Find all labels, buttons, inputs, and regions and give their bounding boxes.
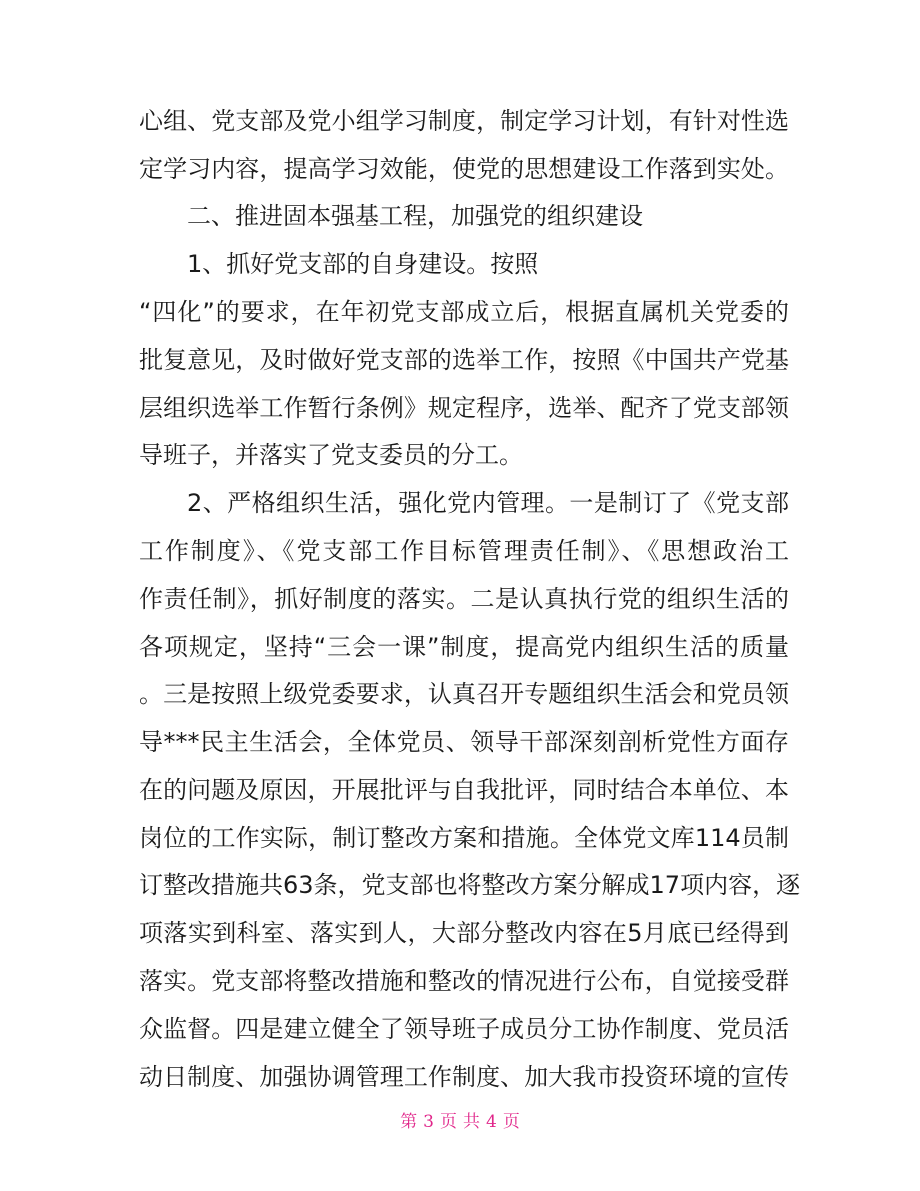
- body-text-line: 2、严格组织生活，强化党内管理。一是制订了《党支部: [187, 489, 789, 517]
- body-text-line: 动日制度、加强协调管理工作制度、加大我市投资环境的宣传: [139, 1063, 789, 1091]
- body-text-line: 工作制度》、《党支部工作目标管理责任制》、《思想政治工: [139, 537, 789, 565]
- body-text-line: 作责任制》，抓好制度的落实。二是认真执行党的组织生活的: [139, 585, 789, 613]
- footer-label-post: 页: [502, 1112, 520, 1132]
- section-heading: 二、推进固本强基工程，加强党的组织建设: [187, 202, 643, 230]
- body-text-line: 层组织选举工作暂行条例》规定程序，选举、配齐了党支部领: [139, 394, 789, 422]
- subsection-heading: 1、抓好党支部的自身建设。按照: [187, 250, 539, 278]
- body-text-line: 。三是按照上级党委要求，认真召开专题组织生活会和党员领: [139, 680, 789, 708]
- body-text-line: 各项规定，坚持“三会一课”制度，提高党内组织生活的质量: [139, 633, 789, 661]
- footer-label-total: 共: [463, 1112, 480, 1132]
- body-text-line: 批复意见，及时做好党支部的选举工作，按照《中国共产党基: [139, 346, 789, 374]
- body-text-line: 导班子，并落实了党支委员的分工。: [139, 441, 523, 469]
- footer-page-current: 3: [423, 1112, 434, 1132]
- footer-label-pre: 第: [400, 1112, 418, 1132]
- body-text-line: 落实。党支部将整改措施和整改的情况进行公布，自觉接受群: [139, 967, 789, 995]
- page-number-footer: [0, 1110, 920, 1134]
- body-text-line: 在的问题及原因，开展批评与自我批评，同时结合本单位、本: [139, 776, 789, 804]
- body-text-line: 心组、党支部及党小组学习制度，制定学习计划，有针对性选: [139, 107, 789, 135]
- body-text-line: “四化”的要求，在年初党支部成立后，根据直属机关党委的: [139, 298, 789, 326]
- body-text-line: 定学习内容，提高学习效能，使党的思想建设工作落到实处。: [139, 155, 789, 183]
- body-text-line: 订整改措施共63条，党支部也将整改方案分解成17项内容，逐: [139, 871, 801, 899]
- body-text-line: 岗位的工作实际，制订整改方案和措施。全体党文库114员制: [139, 824, 789, 852]
- footer-label-mid: 页: [440, 1112, 457, 1132]
- footer-page-total: 4: [486, 1112, 497, 1132]
- body-text-line: 项落实到科室、落实到人，大部分整改内容在5月底已经得到: [139, 919, 789, 947]
- body-text-line: 众监督。四是建立健全了领导班子成员分工协作制度、党员活: [139, 1015, 789, 1043]
- body-text-line: 导***民主生活会，全体党员、领导干部深刻剖析党性方面存: [139, 728, 789, 756]
